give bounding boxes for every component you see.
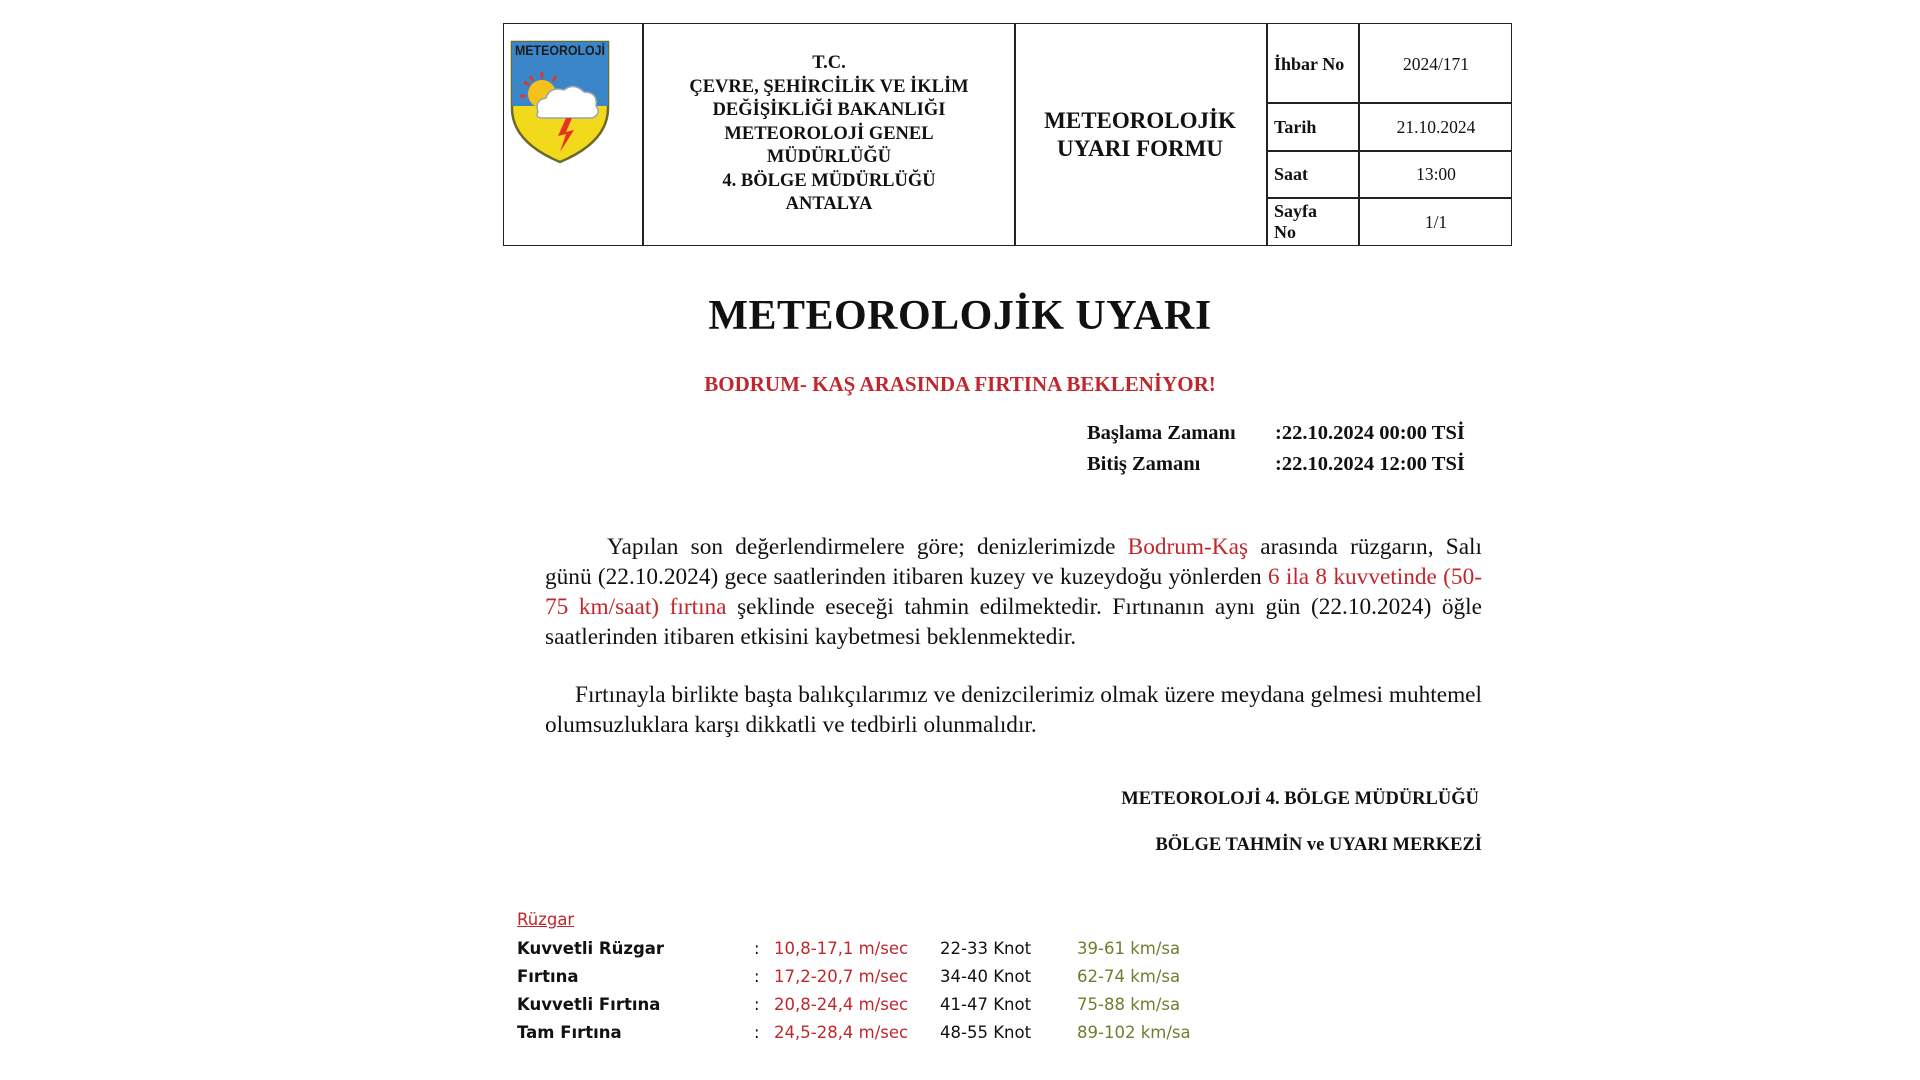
wind-scale-table [517,910,1191,1046]
wind-category: Kuvvetli Rüzgar [517,938,665,958]
wind-table-title: Rüzgar [517,910,575,929]
wind-row [517,1018,1191,1046]
meta-value-saat: 13:00 [1416,164,1456,184]
warning-paragraph-1 [545,532,1482,652]
org-line: T.C. [812,53,846,74]
para1-highlight-region: Bodrum-Kaş [1127,534,1249,560]
meta-label-tarih: Tarih [1274,116,1317,137]
wind-kmh: 39-61 km/sa [1077,938,1181,958]
form-title [1016,24,1264,245]
wind-ms: 20,8-24,4 m/sec [774,994,909,1014]
warning-subtitle: BODRUM- KAŞ ARASINDA FIRTINA BEKLENİYOR! [704,372,1216,396]
org-line: 4. BÖLGE MÜDÜRLÜĞÜ [722,170,936,191]
org-line: DEĞİŞİKLİĞİ BAKANLIĞI [712,100,946,121]
wind-knot: 22-33 Knot [940,938,1032,958]
wind-colon: : [754,938,760,958]
org-line: ÇEVRE, ŞEHİRCİLİK VE İKLİM [689,76,969,97]
wind-knot: 48-55 Knot [940,1022,1032,1042]
meta-value-sayfa: 1/1 [1424,211,1448,232]
wind-colon: : [754,1022,760,1042]
meta-label-sayfa: Sayfa No [1274,201,1318,242]
para1-text-1: Yapılan son değerlendirmelere göre; denizlerimizde [607,534,1128,560]
form-title-line: METEOROLOJİK [1044,107,1236,133]
wind-ms: 24,5-28,4 m/sec [774,1022,909,1042]
wind-kmh: 62-74 km/sa [1077,966,1181,986]
wind-ms: 17,2-20,7 m/sec [774,966,909,986]
wind-kmh: 89-102 km/sa [1077,1022,1191,1042]
wind-knot: 41-47 Knot [940,994,1032,1014]
end-time-row [1087,449,1465,480]
wind-knot: 34-40 Knot [940,966,1032,986]
end-time-value: :22.10.2024 12:00 TSİ [1275,453,1465,475]
end-time-label: Bitiş Zamanı [1087,453,1201,475]
wind-row [517,990,1191,1018]
start-time-value: :22.10.2024 00:00 TSİ [1275,422,1465,444]
org-line: MÜDÜRLÜĞÜ [766,147,892,168]
meta-value-tarih: 21.10.2024 [1396,116,1476,137]
signature-line-1: METEOROLOJİ 4. BÖLGE MÜDÜRLÜĞÜ [1121,789,1479,809]
wind-row [517,962,1191,990]
warning-paragraph-2: Fırtınayla birlikte başta balıkçılarımız ve denizcilerimiz olmak üzere meydana gelmesi muhtemel olumsuzluklara karşı dikkatli ve tedbirli olunmalıdır. [545,682,1482,738]
wind-category: Kuvvetli Fırtına [517,994,661,1014]
wind-category: Tam Fırtına [517,1022,622,1042]
wind-ms: 10,8-17,1 m/sec [774,938,909,958]
signature-line-2: BÖLGE TAHMİN ve UYARI MERKEZİ [1155,835,1482,855]
org-line: METEOROLOJİ GENEL [724,123,934,144]
logo-cell [504,24,643,245]
wind-kmh: 75-88 km/sa [1077,994,1181,1014]
meteoroloji-logo [508,38,612,166]
organization-name [644,24,1014,245]
start-time-label: Başlama Zamanı [1087,422,1236,444]
wind-colon: : [754,966,760,986]
form-title-line: UYARI FORMU [1057,135,1223,161]
start-time-row [1087,418,1465,449]
para1-text-2: arasında rüzgarın, Salı günü (22.10.2024) gece saatlerinden itibaren kuzey ve kuzeydoğu yönlerden [545,534,1482,590]
para1-text-3: şeklinde eseceği tahmin edilmektedir. Fırtınanın aynı gün (22.10.2024) öğle saatlerinden itibaren etkisini kaybetmesi beklenmektedir. [545,594,1482,650]
wind-row [517,934,1191,962]
meta-label-ihbar: İhbar No [1274,53,1345,74]
page-title: METEOROLOJİK UYARI [708,293,1212,339]
wind-colon: : [754,994,760,1014]
validity-times [1087,418,1465,480]
para1-highlight-strength: 6 ila 8 kuvvetinde (50-75 km/saat) fırtına [545,564,1482,620]
wind-category: Fırtına [517,966,579,986]
logo-text: METEOROLOJİ [515,42,605,58]
org-line: ANTALYA [785,194,873,215]
meta-value-ihbar: 2024/171 [1402,53,1470,74]
meta-label-saat: Saat [1274,164,1309,184]
form-header-table [503,23,1512,246]
